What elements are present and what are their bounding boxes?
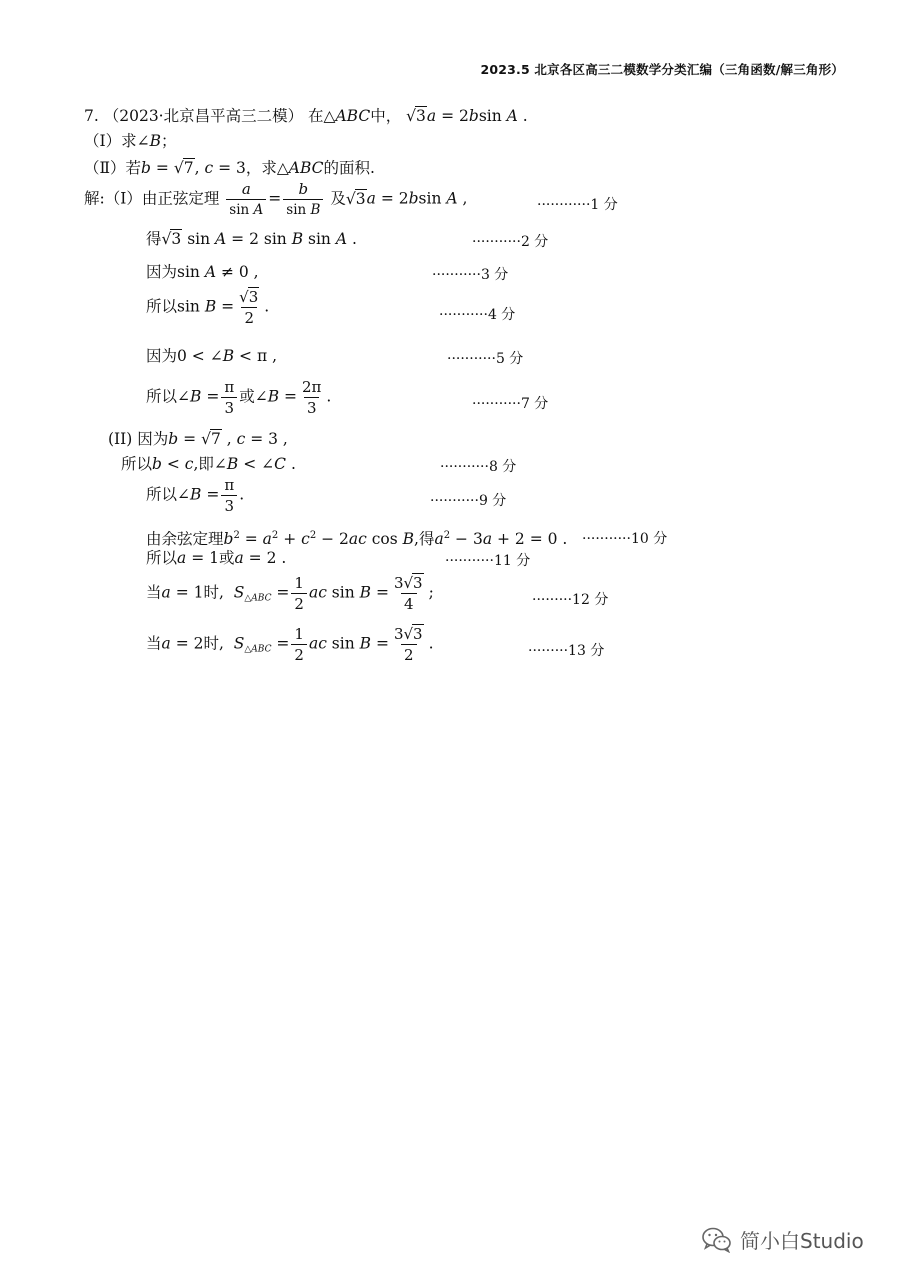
- solution-line-1: 解:（Ⅰ）由正弦定理 $\frac{a}{\text{sin A}}$ = $\frac{b}{\text{sin B}}$ 及√3a = 2bsin A ,: [84, 180, 468, 218]
- line-13-prefix: 当: [146, 634, 162, 653]
- page-header: 2023.5 北京各区高三二模数学分类汇编（三角函数/解三角形）: [480, 62, 844, 77]
- score-2: ···········2 分: [472, 234, 549, 250]
- problem-source: （2023·北京昌平高三二模）: [103, 107, 304, 125]
- score-12: ·········12 分: [532, 592, 609, 608]
- score-8: ···········8 分: [440, 459, 517, 475]
- score-5: ···········5 分: [447, 351, 524, 367]
- line-2-prefix: 得: [146, 230, 162, 248]
- solution-line-2: 得√3 sin A = 2 sin B sin A .: [146, 230, 357, 248]
- problem-stem-mid: 中，: [370, 107, 402, 125]
- score-7: ···········7 分: [472, 396, 549, 412]
- part-2-suffix: ，求△: [245, 159, 289, 177]
- score-3: ···········3 分: [432, 267, 509, 283]
- solution-line-9: 所以∠B = $\frac{\pi}{3}$ .: [146, 476, 245, 515]
- line-8-prefix: 所以: [121, 455, 153, 473]
- wechat-icon: [702, 1227, 732, 1253]
- part-2-end: 的面积.: [323, 159, 375, 177]
- score-10: ···········10 分: [582, 531, 668, 547]
- solution-part-2-line-1: (II) 因为b = √7 , c = 3 ,: [108, 430, 288, 448]
- solution-line-5: 因为0 < ∠B < π ,: [146, 347, 277, 365]
- watermark: [702, 1225, 864, 1254]
- solution-line-12: 当a = 1时, $S_{\triangle ABC}$ = $\frac{1}{2}$ ac sin B = $\frac{3√3}{4}$ ;: [146, 574, 434, 613]
- solution-line-11: 所以a = 1或a = 2 .: [146, 549, 287, 567]
- score-13: ·········13 分: [528, 643, 605, 659]
- problem-number: 7.: [84, 107, 99, 125]
- line-11-or: 或: [218, 549, 235, 567]
- watermark-text: 简小白Studio: [740, 1229, 864, 1253]
- line-9-prefix: 所以: [146, 485, 178, 504]
- problem-part-2: （Ⅱ）若b = √7, c = 3，求△ABC的面积.: [84, 159, 375, 177]
- line-13-when: 时,: [203, 634, 224, 653]
- line-5-prefix: 因为: [146, 347, 178, 365]
- solution-line-3: 因为sin A ≠ 0 ,: [146, 263, 259, 281]
- and-word: 及: [330, 189, 346, 208]
- problem-part-1: （Ⅰ）求∠B；: [84, 132, 177, 150]
- problem-statement: 7. （2023·北京昌平高三二模） 在△ABC中， √3a = 2bsin A .: [84, 107, 528, 125]
- line-11-prefix: 所以: [146, 549, 178, 567]
- solution-line-6: 所以∠B = $\frac{\pi}{3}$ 或∠B = $\frac{2\pi}{3}$ .: [146, 378, 332, 417]
- score-9: ···········9 分: [430, 493, 507, 509]
- score-11: ···········11 分: [445, 553, 531, 569]
- line-10-mid: ,得: [414, 530, 435, 548]
- solution-line-13: 当a = 2时, $S_{\triangle ABC}$ = $\frac{1}{2}$ ac sin B = $\frac{3√3}{2}$ .: [146, 625, 434, 664]
- part-2-prefix: (II) 因为: [108, 430, 169, 448]
- line-4-prefix: 所以: [146, 297, 178, 316]
- score-1: ············1 分: [537, 197, 618, 213]
- line-12-prefix: 当: [146, 583, 162, 602]
- solution-line-4: 所以sin B = $\frac{√3}{2}$ .: [146, 288, 270, 327]
- line-3-prefix: 因为: [146, 263, 178, 281]
- solution-intro: 解:（Ⅰ）由正弦定理: [84, 189, 220, 208]
- part-1-label: （Ⅰ）求∠: [84, 132, 150, 150]
- line-12-when: 时,: [203, 583, 224, 602]
- part-2-label: （Ⅱ）若: [84, 159, 142, 177]
- line-8-mid: ,即: [193, 455, 214, 473]
- solution-line-10: 由余弦定理$b^2 = a^2 + c^2 - 2ac$ cos B,得$a^2 - 3a + 2 = 0$ .: [146, 530, 568, 548]
- line-10-prefix: 由余弦定理: [146, 530, 224, 548]
- score-4: ···········4 分: [439, 307, 516, 323]
- solution-line-8: 所以b < c,即∠B < ∠C .: [121, 455, 296, 473]
- line-6-prefix: 所以: [146, 387, 178, 406]
- line-6-or: 或: [239, 387, 255, 406]
- problem-stem-prefix: 在△: [308, 107, 336, 125]
